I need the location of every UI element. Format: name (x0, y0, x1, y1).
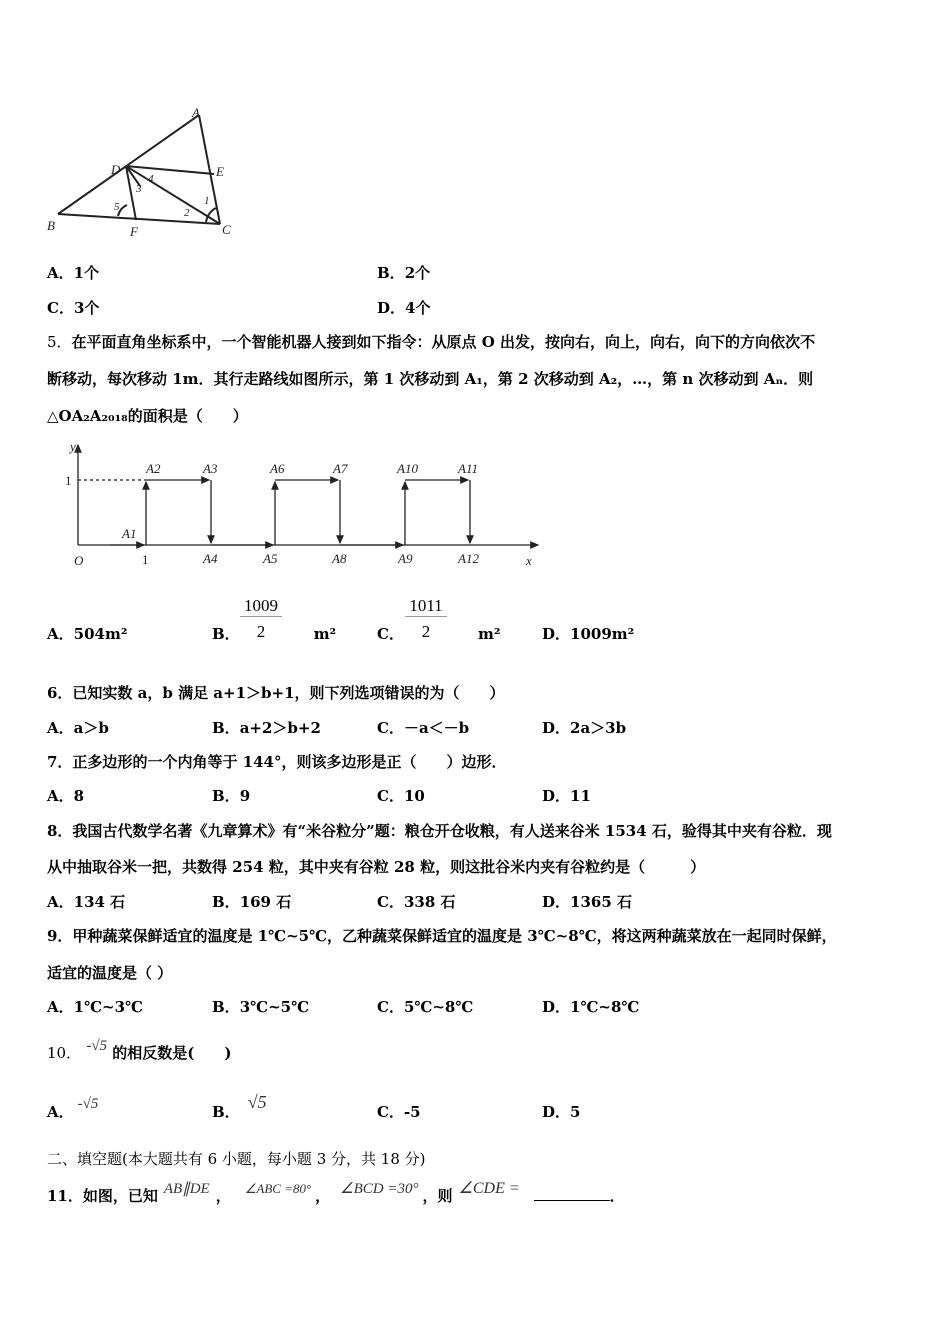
q8-option-b[interactable]: B．169 石 (212, 893, 292, 911)
q5-b-numerator: 1009 (240, 596, 282, 617)
q10-option-c[interactable]: C．-5 (377, 1103, 421, 1121)
q8-option-c[interactable]: C．338 石 (377, 893, 456, 911)
q10-option-b[interactable]: B． √5 (212, 1092, 267, 1121)
angle-2-label: 2 (184, 207, 190, 219)
q8-option-d[interactable]: D．1365 石 (542, 893, 632, 911)
label-F: F (130, 224, 138, 238)
q10-option-d[interactable]: D．5 (542, 1103, 581, 1121)
angle-3-label: 3 (136, 183, 142, 195)
angle-5-label: 5 (114, 201, 120, 213)
q5-line-3: △OA₂A₂₀₁₈的面积是（ ） (47, 407, 248, 425)
q7-option-d[interactable]: D．11 (542, 787, 591, 805)
q4-option-a[interactable]: A．1个 (47, 264, 100, 282)
label-D: D (111, 162, 121, 177)
q6-option-d[interactable]: D．2a＞3b (542, 719, 627, 737)
q6-option-b[interactable]: B．a+2＞b+2 (212, 719, 321, 737)
label-B: B (47, 218, 55, 233)
q5-option-a[interactable]: A．504m² (47, 625, 128, 643)
angle-4-label: 4 (148, 173, 154, 185)
point-a5: A5 (263, 551, 278, 566)
y-tick-1: 1 (65, 473, 72, 488)
q9-line-2: 适宜的温度是（ ） (47, 964, 173, 982)
label-A: A (192, 105, 200, 120)
point-a11: A11 (458, 461, 478, 476)
q5-option-b[interactable]: B． m² (212, 625, 337, 643)
q5-line-1: 5．在平面直角坐标系中，一个智能机器人接到如下指令：从原点 O 出发，按向右，向上，向右，向下的方向依次不 (47, 333, 816, 351)
q5-line-2: 断移动，每次移动 1m．其行走路线如图所示，第 1 次移动到 A₁，第 2 次移动到 A₂，…，第 n 次移动到 Aₙ．则 (47, 370, 814, 388)
q5-c-numerator: 1011 (405, 596, 447, 617)
point-a6: A6 (270, 461, 285, 476)
origin-label: O (74, 553, 84, 568)
q7-option-a[interactable]: A．8 (47, 787, 85, 805)
q6-option-a[interactable]: A．a＞b (47, 719, 109, 737)
point-a3: A3 (203, 461, 218, 476)
robot-path-figure (60, 437, 550, 577)
q6-stem: 6．已知实数 a，b 满足 a+1＞b+1，则下列选项错误的为（ ） (47, 684, 505, 702)
q7-stem: 7．正多边形的一个内角等于 144°，则该多边形是正（ ）边形． (47, 753, 507, 771)
triangle-figure (44, 104, 244, 238)
q5-b-denominator: 2 (256, 622, 266, 641)
q4-option-d[interactable]: D．4个 (377, 299, 431, 317)
point-a2: A2 (146, 461, 161, 476)
q4-option-b[interactable]: B．2个 (377, 264, 431, 282)
point-a1: A1 (122, 526, 137, 541)
y-axis-label: y (70, 439, 76, 454)
q4-option-c[interactable]: C．3个 (47, 299, 100, 317)
q8-line-2: 从中抽取谷米一把，共数得 254 粒，其中夹有谷粒 28 粒，则这批谷米内夹有谷粒约是（ ） (47, 858, 706, 876)
point-a4: A4 (203, 551, 218, 566)
q9-line-1: 9．甲种蔬菜保鲜适宜的温度是 1℃~5℃，乙种蔬菜保鲜适宜的温度是 3℃~8℃，将这两种蔬菜放在一起同时保鲜， (47, 927, 837, 945)
q11-stem: 11．如图，已知 AB∥DE ， ∠ABC =80° ， ∠BCD =30° ，则 ∠CDE = ． (47, 1180, 625, 1205)
label-E: E (216, 164, 224, 179)
section-2-heading: 二、填空题(本大题共有 6 小题，每小题 3 分，共 18 分) (47, 1150, 426, 1168)
q5-option-d[interactable]: D．1009m² (542, 625, 635, 643)
x-axis-label: x (526, 553, 532, 568)
q10-stem: 10． -√5 的相反数是( ) (47, 1038, 232, 1062)
q7-option-b[interactable]: B．9 (212, 787, 251, 805)
q5-option-c[interactable]: C． m² (377, 625, 501, 643)
q8-option-a[interactable]: A．134 石 (47, 893, 126, 911)
q9-option-c[interactable]: C．5℃~8℃ (377, 998, 474, 1016)
q9-option-d[interactable]: D．1℃~8℃ (542, 998, 640, 1016)
q8-line-1: 8．我国古代数学名著《九章算术》有“米谷粒分”题：粮仓开仓收粮，有人送来谷米 1534 石，验得其中夹有谷粒．现 (47, 822, 832, 840)
point-a8: A8 (332, 551, 347, 566)
q9-option-b[interactable]: B．3℃~5℃ (212, 998, 310, 1016)
angle-1-label: 1 (204, 195, 210, 207)
q5-c-denominator: 2 (421, 622, 431, 641)
label-C: C (222, 222, 231, 237)
point-a12: A12 (458, 551, 479, 566)
point-a9: A9 (398, 551, 413, 566)
point-a7: A7 (333, 461, 348, 476)
x-tick-1: 1 (142, 552, 149, 567)
q9-option-a[interactable]: A．1℃~3℃ (47, 998, 144, 1016)
q11-answer-blank[interactable] (534, 1186, 610, 1201)
point-a10: A10 (397, 461, 418, 476)
q7-option-c[interactable]: C．10 (377, 787, 425, 805)
q10-option-a[interactable]: A． -√5 (47, 1096, 99, 1121)
q6-option-c[interactable]: C．－a＜－b (377, 719, 470, 737)
q10-expression: -√5 (86, 1038, 108, 1054)
